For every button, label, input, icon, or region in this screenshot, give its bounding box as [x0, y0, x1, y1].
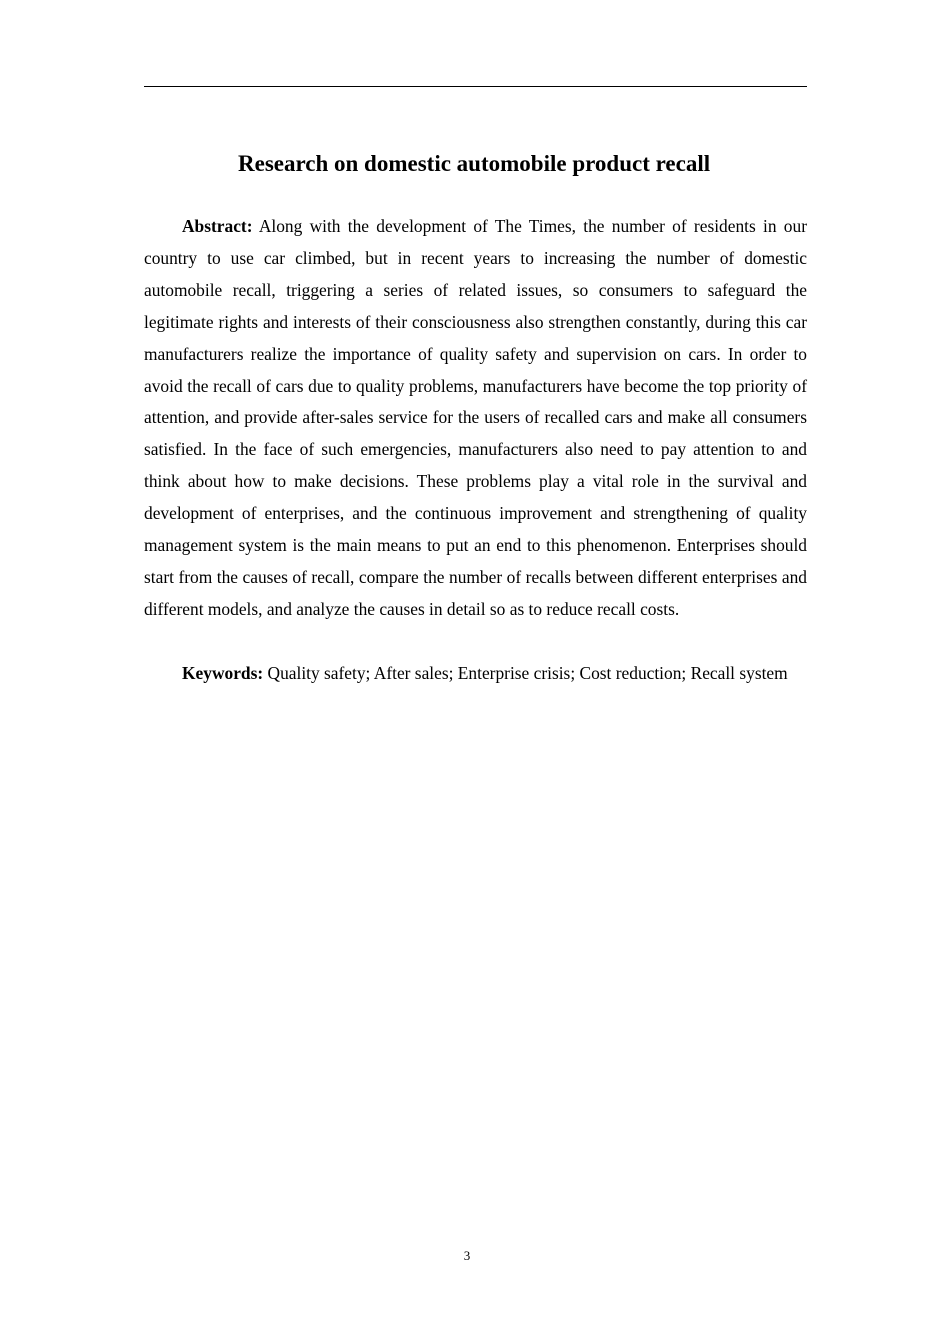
- keywords-text: Quality safety; After sales; Enterprise crisis; Cost reduction; Recall system: [267, 663, 788, 683]
- abstract-text: Along with the development of The Times, the number of residents in our country to use car climbed, but in recent years to increasing the number of domestic automobile recall, triggering a series of related issues, so consumers to safeguard the legitimate rights and interests of their consciousness also strengthen constantly, during this car manufacturers realize the importance of quality safety and supervision on cars. In order to avoid the recall of cars due to quality problems, manufacturers have become the top priority of attention, and provide after-sales service for the users of recalled cars and make all consumers satisfied. In the face of such emergencies, manufacturers also need to pay attention to and think about how to make decisions. These problems play a vital role in the survival and development of enterprises, and the continuous improvement and strengthening of quality management system is the main means to put an end to this phenomenon. Enterprises should start from the causes of recall, compare the number of recalls between different enterprises and different models, and analyze the causes in detail so as to reduce recall costs.: [144, 216, 807, 619]
- abstract-paragraph: [144, 211, 807, 626]
- paper-title: Research on domestic automobile product recall: [238, 151, 711, 176]
- keywords-paragraph: [144, 658, 807, 690]
- abstract-label: Abstract:: [182, 216, 253, 236]
- keywords-label: Keywords:: [182, 663, 264, 683]
- header-rule: [144, 86, 807, 87]
- page-number: 3: [463, 1248, 471, 1263]
